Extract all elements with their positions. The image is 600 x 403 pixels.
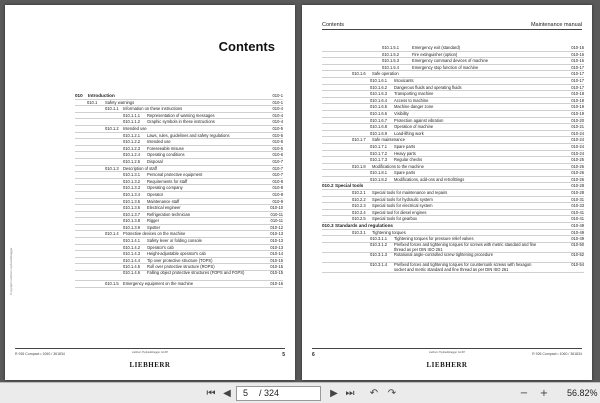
toc-entry-title[interactable]: Emergency command devices of machine [412,58,488,64]
toc-entry[interactable] [75,225,283,232]
toc-entry[interactable] [322,78,584,85]
toc-entry-number: 010.1.3.3 [123,185,141,191]
toc-entry-title[interactable]: Special tools for maintenance and repairs [372,190,448,196]
toc-entry-title[interactable]: Operation of machine [394,124,434,130]
toc-entry[interactable] [322,137,584,144]
toc-entry-page: 010-19 [571,104,584,110]
toc-entry[interactable] [322,65,584,72]
toc-entry-number: 010.2.3 [352,203,366,209]
toc-entry[interactable] [322,124,584,131]
toc-entry-title[interactable]: Graphic symbols in these instructions [147,119,215,125]
toc-entry-page: 010-49 [571,229,584,235]
toc-entry-title[interactable]: Safety warnings [105,99,135,105]
toc-entry-number: 010.1.6 [352,71,366,77]
toc-entry-page: 010-9 [272,191,283,197]
toc-entry-page: 010-7 [272,158,283,164]
prev-page-icon[interactable]: ◀ [223,388,231,399]
toc-entry-page: 010-19 [571,110,584,116]
toc-entry-number: 010.1.6.8 [370,124,388,130]
toc-entry-page: 010-10 [270,205,283,211]
toc-entry[interactable] [322,98,584,105]
toc-entry-page: 010-49 [571,236,584,242]
toc-entry-page: 010-17 [571,84,584,90]
back-icon[interactable]: ↶ [369,388,379,399]
toc-entry-title[interactable]: Safety lever or folding console [147,238,202,244]
toc-entry-title[interactable]: Machine danger zone [394,104,434,110]
toc-entry-page: 010-24 [571,137,584,143]
toc-entry-number: 010.1.5.4 [382,64,400,70]
toc-entry[interactable] [75,133,283,140]
toc-entry-title[interactable]: Modifications to the machine [372,163,424,169]
page-6 [302,5,592,380]
zoom-out-icon[interactable]: − [519,388,529,399]
toc-entry-number: 010.1.1.1 [123,112,141,118]
toc-entry-title[interactable]: Protective devices on the machine [123,231,186,237]
toc-entry[interactable] [322,131,584,138]
toc-entry[interactable] [322,263,584,273]
footer-doc-id: R 926 Compact • 1060 / 361834 [15,352,65,356]
toc-entry[interactable] [322,157,584,164]
toc-entry-page: 010-13 [270,238,283,244]
toc-entry-page: 010-1 [272,99,283,105]
toc-entry-number: 010.1.2.3 [123,145,141,151]
toc-entry[interactable] [75,185,283,192]
toc-entry[interactable] [322,170,584,177]
toc-entry-page: 010-17 [571,77,584,83]
toc-entry[interactable] [75,271,283,281]
toc-entry-page: 010-20 [571,117,584,123]
toc-entry-title[interactable]: Falling object protective structures (FOPS and FGPS) [147,270,245,276]
toc-entry-title[interactable]: Tightening torques for pressure relief valves [394,236,474,242]
toc-entry-title[interactable]: Special tool for diesel engines [372,209,427,215]
toc-entry-page: 010-4 [272,112,283,118]
toc-entry-title[interactable]: Transporting machine [394,91,434,97]
toc-entry-page: 010-14 [270,251,283,257]
toc-entry-page: 010-13 [270,244,283,250]
toc-entry-title[interactable]: Tip over protective structure (TOPS) [147,257,213,263]
toc-entry[interactable] [75,205,283,212]
current-page[interactable]: 5 [243,388,249,398]
toc-entry-number: 010.3.1.1 [370,236,388,242]
toc-entry-title[interactable]: Information on these instructions [123,106,183,112]
toc-entry-page: 010-33 [571,203,584,209]
header-section: Contents [322,22,345,28]
toc-entry-number: 010.1.1.2 [123,119,141,125]
toc-entry-title[interactable]: Emergency equipment on the machine [123,281,194,287]
toc-entry[interactable] [75,199,283,206]
toc-entry[interactable] [75,212,283,219]
toc-entry-title[interactable]: Spotter [147,224,161,230]
toc-entry-page: 010-9 [272,198,283,204]
toc-entry-page: 010-49 [571,223,584,229]
footer-company: Liebherr-Hydraulikbagger GmbH [428,351,466,354]
toc-entry-number: 010.1.4.2 [123,244,141,250]
toc-entry-number: 010.1.6.9 [370,130,388,136]
toc-entry-title[interactable]: Special tools for electrical system [372,203,433,209]
toc-entry-page: 010-26 [571,170,584,176]
toc-entry-title[interactable]: Special tools for hydraulic system [372,196,433,202]
toc-entry[interactable] [322,230,584,237]
toc-entry-page: 010-15 [270,257,283,263]
toc-entry-title[interactable]: Operating conditions [147,152,185,158]
toc-entry-page: 010-7 [272,172,283,178]
toc-entry[interactable] [322,177,584,184]
forward-icon[interactable]: ↷ [387,388,397,399]
toc-entry-number: 010.1.8.1 [370,170,388,176]
toc-entry[interactable] [322,144,584,151]
toc-entry[interactable] [75,172,283,179]
page-title: Contents [218,39,275,54]
toc-entry-number: 010.1.1 [105,106,119,112]
toc-list-right [322,45,584,273]
page-footer [312,348,582,369]
toc-entry-number: 010.1.3.7 [123,211,141,217]
toc-entry-page: 010-1 [272,93,283,98]
toc-entry[interactable] [75,126,283,133]
toc-entry-title[interactable]: Emergency stop function of machine [412,64,479,70]
toc-entry-number: 010.1.5 [105,281,119,287]
toc-entry-page: 010-16 [571,45,584,50]
toc-entry[interactable] [322,104,584,111]
toc-entry-page: 010-4 [272,106,283,112]
toc-entry[interactable] [75,119,283,126]
total-pages: / 324 [259,388,280,398]
toc-entry-page: 010-11 [270,211,283,217]
toc-entry-page: 010-24 [571,130,584,136]
toc-entry-page: 010-7 [272,165,283,171]
page-number: 5 [282,352,285,358]
toc-entry-page: 010-24 [571,143,584,149]
page-5 [5,5,295,380]
toc-entry-number: 010.1.3.9 [123,224,141,230]
toc-entry-title[interactable]: Foreseeable misuse [147,145,184,151]
page-number: 6 [312,352,315,358]
toc-entry-page: 010-25 [571,157,584,163]
toc-entry-page: 010-16 [571,58,584,64]
toc-entry-title[interactable]: Laws, rules, guidelines and safety regulations [147,132,230,138]
toc-entry[interactable] [322,216,584,223]
toc-entry-number: 010.1 [87,99,98,105]
toc-entry[interactable] [322,91,584,98]
toc-entry[interactable] [75,146,283,153]
toc-entry-number: 010.3.1.3 [370,251,388,257]
toc-entry-title[interactable]: Intended use [147,139,171,145]
toc-entry-number: 010.1.2.5 [123,158,141,164]
toc-entry-number: 010.1.7 [352,137,366,143]
toc-entry[interactable] [75,238,283,245]
toc-entry-number: 010.1.6.2 [370,84,388,90]
toc-entry[interactable] [322,85,584,92]
toc-entry-number: 010.1.6.5 [370,104,388,110]
toc-entry-number: 010.1.3.6 [123,205,141,211]
toc-entry-title[interactable]: Disposal [147,158,163,164]
toc-entry-page: 010-18 [571,91,584,97]
page-footer [15,348,285,369]
toc-entry-page: 010-26 [571,176,584,182]
toc-entry-number: 010.3.1 [352,229,366,235]
toc-entry-number: 010.1.5.1 [382,45,400,50]
toc-entry-title[interactable]: Safe maintenance [372,137,405,143]
toc-entry-title[interactable]: Spare parts [394,143,416,149]
liebherr-logo: LIEBHERR [129,361,171,369]
zoom-in-icon[interactable]: + [539,388,549,399]
toc-entry-page: 010-4 [272,119,283,125]
toc-entry-number: 010.1.4.3 [123,251,141,257]
toc-entry-title[interactable]: Representation of warning messages [147,112,215,118]
toc-entry-number: 010.3.1.2 [370,241,388,247]
toc-entry-page: 010-50 [571,241,584,247]
toc-entry-number: 010.3 [322,223,334,229]
toc-entry-title[interactable]: Operator's cab [147,244,174,250]
toc-entry[interactable] [75,139,283,146]
page-header [322,22,582,30]
toc-entry[interactable] [75,152,283,159]
toc-entry-title[interactable]: Access to machine [394,97,429,103]
toc-entry-number: 010.1.7.2 [370,150,388,156]
toc-entry-number: 010.1.4.4 [123,257,141,263]
toc-entry-title[interactable]: Heavy parts [394,150,416,156]
toc-entry[interactable] [75,251,283,258]
toc-entry-number: 010.1.3.1 [123,172,141,178]
toc-entry[interactable] [322,71,584,78]
toc-entry-title[interactable]: Special tools for gearbox [372,216,418,222]
toc-entry-page: 010-13 [270,231,283,237]
toc-entry-title[interactable]: Standards and regulations [335,223,393,229]
toc-entry-page: 010-5 [272,145,283,151]
toc-entry-title[interactable]: Safe operation [372,71,399,77]
toc-entry[interactable] [322,45,584,52]
footer-brand [130,351,171,372]
toc-entry-title[interactable]: Prefixed forces and tightening torques for screws with metric standard and fine thread as per DIN ISO 261 [394,241,537,252]
toc-entry-number: 010.2.1 [352,190,366,196]
last-page-icon[interactable]: ⏭ [345,388,355,399]
toc-entry-number: 010.1.2.2 [123,139,141,145]
toc-entry[interactable] [322,190,584,197]
toc-entry[interactable] [322,111,584,118]
footer-brand [427,351,468,372]
toc-entry-title[interactable]: Visibility [394,110,409,116]
toc-entry[interactable] [75,113,283,120]
toc-entry-title[interactable]: Intended use [123,125,147,131]
toc-entry[interactable] [322,151,584,158]
toc-entry-title[interactable]: Load-lifting work [394,130,424,136]
toc-entry-number: 010.2.5 [352,216,366,222]
toc-entry[interactable] [322,58,584,65]
toc-entry-number: 010.1.2 [105,125,119,131]
toc-entry-title[interactable]: Emergency exit (standard) [412,45,461,50]
toc-entry-number: 010.1.6.3 [370,91,388,97]
toc-entry-title[interactable]: Rotational angle-controlled screw tightening procedure [394,251,493,257]
toc-entry-number: 010.1.3.5 [123,198,141,204]
toc-entry-page: 010-31 [571,196,584,202]
toc-entry-number: 010.1.4.1 [123,238,141,244]
page-number-input[interactable] [236,386,321,401]
toc-entry-title[interactable]: Rigger [147,218,160,224]
toc-entry[interactable] [322,203,584,210]
toc-list-left [75,93,283,288]
toc-entry-title[interactable]: Requirements for staff [147,178,188,184]
toc-entry-number: 010.1.3.4 [123,191,141,197]
toc-entry-title[interactable]: Dangerous fluids and operating fluids [394,84,462,90]
toc-entry-page: 010-17 [571,71,584,77]
toc-entry-title[interactable]: Modifications, add-ons and retrofittings [394,176,465,182]
toc-entry-number: 010.1.5.2 [382,51,400,57]
toc-entry-number: 010.1.3.2 [123,178,141,184]
liebherr-logo: LIEBHERR [426,361,468,369]
toc-entry-title[interactable]: Description of staff [123,165,157,171]
toc-entry-page: 010-17 [571,64,584,70]
toc-entry-title[interactable]: Fire extinguisher (option) [412,51,458,57]
toc-entry-number: 010.1.7.1 [370,143,388,149]
toc-entry[interactable] [322,197,584,204]
toc-entry-page: 010-41 [571,216,584,222]
toc-entry[interactable] [75,218,283,225]
toc-entry[interactable] [75,258,283,265]
toc-entry-page: 010-8 [272,178,283,184]
toc-entry-page: 010-24 [571,150,584,156]
toc-entry-number: 010.3.1.4 [370,261,388,267]
toc-entry[interactable] [75,192,283,199]
footer-doc-id: R 926 Compact • 1060 / 361834 [532,352,582,356]
toc-entry-page: 010-54 [571,261,584,267]
viewer-toolbar [0,382,600,403]
toc-entry-title[interactable]: Maintenance staff [147,198,180,204]
toc-entry-page: 010-52 [571,251,584,257]
toc-entry-page: 010-15 [270,270,283,276]
toc-entry-number: 010.1.6.6 [370,110,388,116]
toc-entry-page: 010-12 [270,224,283,230]
toc-entry-page: 010-28 [571,183,584,189]
toc-entry-title[interactable]: Intoxicants [394,77,414,83]
toc-entry-number: 010.1.5.3 [382,58,400,64]
toc-entry-title[interactable]: Special tools [335,183,364,189]
toc-entry-page: 010-18 [571,97,584,103]
toc-entry-title[interactable]: Prefixed forces and tightening torques for countersunk screws with hexagon socket and metric standard and fine thread as per DIN ISO 261 [394,261,532,272]
toc-entry[interactable] [75,245,283,252]
first-page-icon[interactable]: ⏮ [206,388,216,399]
toc-entry-title[interactable]: Tightening torques [372,229,406,235]
toc-entry[interactable] [75,281,283,288]
toc-entry[interactable] [75,100,283,107]
toc-entry-number: 010.1.8 [352,163,366,169]
toc-entry-number: 010.1.7.3 [370,157,388,163]
toc-entry-title[interactable]: Regular checks [394,157,423,163]
toc-entry-page: 010-6 [272,152,283,158]
toc-entry-page: 010-41 [571,209,584,215]
toc-entry-page: 010-28 [571,190,584,196]
toc-entry-page: 010-5 [272,125,283,131]
toc-entry-number: 010.1.2.1 [123,132,141,138]
toc-entry-number: 010.1.4.6 [123,270,141,276]
toc-entry-title[interactable]: Height-adjustable operator's cab [147,251,206,257]
toc-entry-number: 010.2 [322,183,334,189]
toc-entry-page: 010-5 [272,132,283,138]
toc-entry-page: 010-16 [571,51,584,57]
toc-entry-number: 010.2.2 [352,196,366,202]
toc-entry-page: 010-8 [272,185,283,191]
toc-entry-title[interactable]: Protection against vibration [394,117,444,123]
toc-entry[interactable] [322,223,584,230]
toc-entry[interactable] [75,159,283,166]
toc-entry[interactable] [75,231,283,238]
toc-entry[interactable] [75,93,283,100]
toc-entry-title[interactable]: Operating company [147,185,183,191]
toc-entry-number: 010.1.3 [105,165,119,171]
toc-entry-title[interactable]: Operator [147,191,164,197]
toc-entry-number: 010.2.4 [352,209,366,215]
toc-entry-title[interactable]: Introduction [88,93,115,98]
toc-entry-title[interactable]: Roll over protective structure (ROPS) [147,264,215,270]
toc-entry-page: 010-5 [272,139,283,145]
toc-entry-number: 010.1.6.1 [370,77,388,83]
toc-entry-number: 010 [75,93,83,98]
toc-entry[interactable] [322,210,584,217]
toc-entry-number: 010.1.8.2 [370,176,388,182]
toc-entry-title[interactable]: Personal protective equipment [147,172,203,178]
toc-entry[interactable] [322,164,584,171]
toc-entry-page: 010-26 [571,163,584,169]
toc-entry-number: 010.1.2.4 [123,152,141,158]
toc-entry-number: 010.1.3.8 [123,218,141,224]
toc-entry-title[interactable]: Refrigeration technician [147,211,191,217]
zoom-level[interactable]: 56.82% [567,388,598,398]
footer-company: Liebherr-Hydraulikbagger GmbH [131,351,169,354]
toc-entry[interactable] [75,106,283,113]
next-page-icon[interactable]: ▶ [330,388,338,399]
toc-entry[interactable] [322,183,584,190]
toc-entry-page: 010-15 [270,264,283,270]
toc-entry-number: 010.1.4.5 [123,264,141,270]
toc-entry[interactable] [75,166,283,173]
toc-entry-page: 010-21 [571,124,584,130]
toc-entry[interactable] [322,118,584,125]
toc-entry-title[interactable]: Electrical engineer [147,205,181,211]
toc-entry-number: 010.1.6.7 [370,117,388,123]
toc-entry-number: 010.1.4 [105,231,119,237]
toc-entry-title[interactable]: Spare parts [394,170,416,176]
toc-entry[interactable] [75,179,283,186]
toc-entry-page: 010-16 [270,281,283,287]
toc-entry-number: 010.1.6.4 [370,97,388,103]
toc-entry[interactable] [322,52,584,59]
header-manual: Maintenance manual [530,22,582,28]
copyright-side-text: Copyright Liebherr-Hydraulikbagger [9,247,13,295]
toc-entry-page: 010-11 [270,218,283,224]
